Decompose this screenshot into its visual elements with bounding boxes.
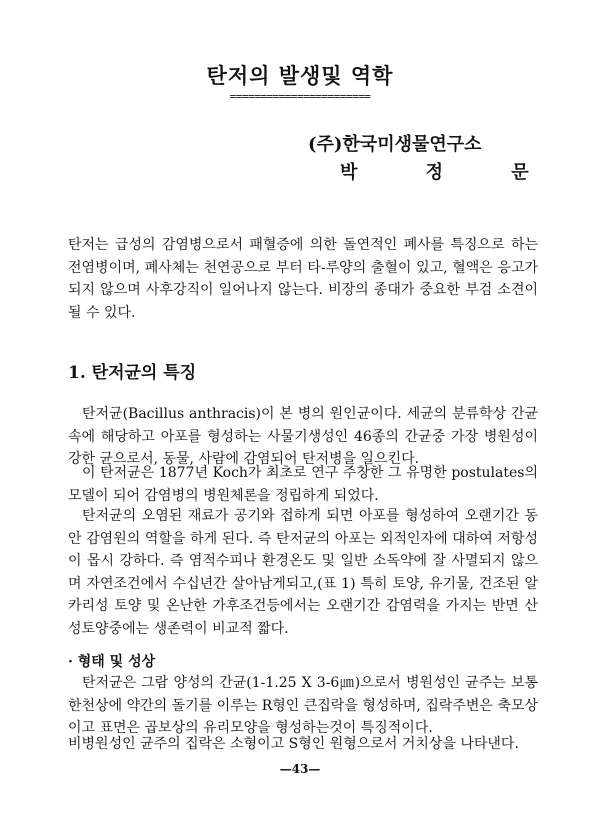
body-paragraph: 이 탄저균은 1877년 Koch가 최초로 연구 주창한 그 유명한 postulates의 모델이 되어 감염병의 병원체론을 정립하게 되었다. <box>68 465 538 504</box>
author-affiliation: (주)한국미생물연구소 <box>308 134 482 155</box>
page-number: —43— <box>279 762 321 776</box>
subsection-heading: · 형태 및 성상 <box>68 654 156 670</box>
author-name: 박 정 문 <box>340 162 560 183</box>
body-paragraph: 탄저균(Bacillus anthracis)이 본 병의 원인균이다. 세균의 분류학상 간균속에 해당하고 아포를 형성하는 사물기생성인 46종의 간균중 가장 병원성이 강한 균으로서, 동물, 사람에 감염되어 탄저병을 일으킨다. <box>68 406 538 467</box>
title-underline: ======================= <box>229 90 371 103</box>
section-heading: 1. 탄저균의 특징 <box>68 363 197 383</box>
body-paragraph: 탄저균은 그람 양성의 간균(1-1.25 X 3-6㎛)으로서 병원성인 균주는 보통 한천상에 약간의 돌기를 이루는 R형인 큰집락을 형성하며, 집락주변은 축모상이고 표면은 곱보상의 유리모양을 형성하는것이 특징적이다. <box>68 675 538 736</box>
body-paragraph: 탄저균의 오염된 재료가 공기와 접하게 되면 아포를 형성하여 오랜기간 동안 감염원의 역할을 하게 된다. 즉 탄저균의 아포는 외적인자에 대하여 저항성이 몹시 강하다. 즉 염적수피나 환경온도 및 일반 소독약에 잘 사멸되지 않으며 자연조건에서 수십년간 살아남게되고,(표 1) 특히 토양, 유기물, 건조된 알카리성 토양 및 온난한 가후조건등에서는 오랜기간 감염력을 가지는 반면 산성토양중에는 생존력이 비교적 짧다. <box>68 508 538 637</box>
document-title: 탄저의 발생및 역학 <box>206 63 394 88</box>
abstract-paragraph: 탄저는 급성의 감염병으로서 패혈증에 의한 돌연적인 폐사를 특징으로 하는 전염병이며, 폐사체는 천연공으로 부터 타-루양의 출혈이 있고, 혈액은 응고가 되지 않으며 사후강직이 일어나지 않는다. 비장의 종대가 중요한 부검 소견이 될 수 있다. <box>68 237 538 321</box>
body-paragraph: 비병원성인 균주의 집락은 소형이고 S형인 원형으로서 거치상을 나타낸다. <box>68 736 519 752</box>
